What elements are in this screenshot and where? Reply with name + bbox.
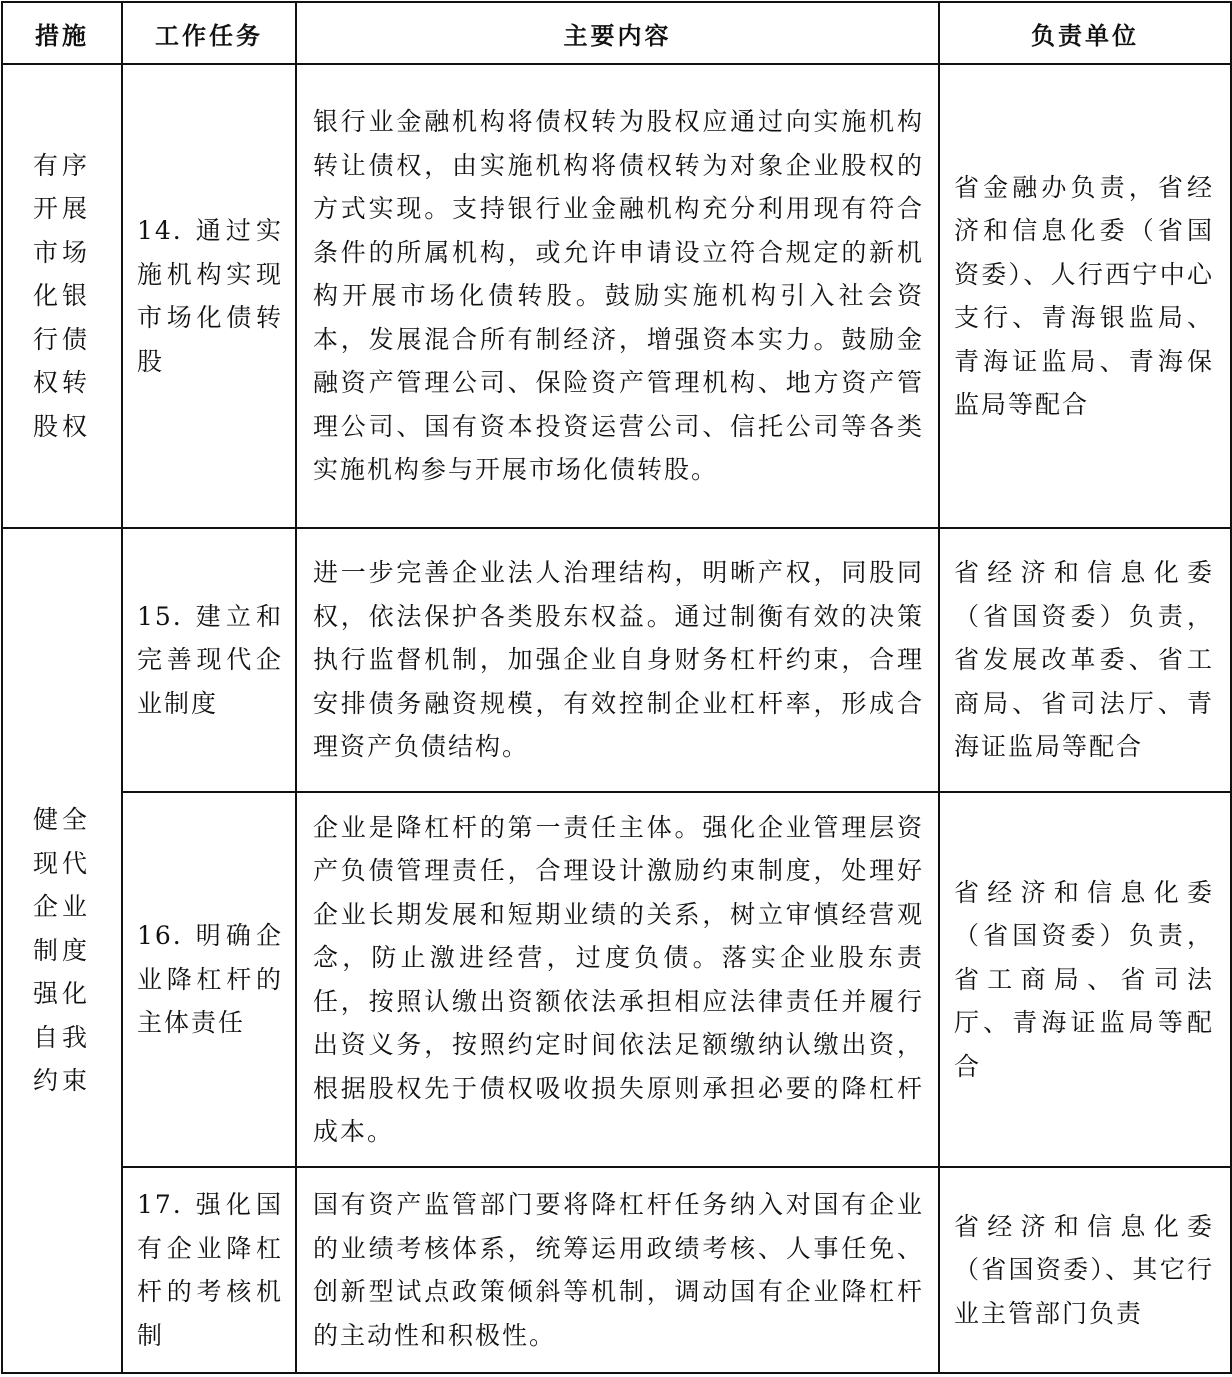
table-row (2, 64, 1231, 528)
task-cell: 17. 强化国有企业降杠杆的考核机制 (122, 1167, 296, 1373)
owner-cell: 省经济和信息化委（省国资委）、其它行业主管部门负责 (939, 1167, 1231, 1373)
owner-cell: 省经济和信息化委（省国资委）负责，省发展改革委、省工商局、省司法厅、青海证监局等配合 (939, 528, 1231, 792)
header-owner: 负责单位 (939, 2, 1231, 64)
content-cell: 进一步完善企业法人治理结构，明晰产权，同股同权，依法保护各类股东权益。通过制衡有效的决策执行监督机制，加强企业自身财务杠杆约束，合理安排债务融资规模，有效控制企业杠杆率，形成合理资产负债结构。 (296, 528, 939, 792)
owner-cell: 省金融办负责，省经济和信息化委（省国资委）、人行西宁中心支行、青海银监局、青海证监局、青海保监局等配合 (939, 64, 1231, 528)
task-cell: 14. 通过实施机构实现市场化债转股 (122, 64, 296, 528)
header-task: 工作任务 (122, 2, 296, 64)
measures-table (1, 1, 1232, 1374)
header-measure: 措施 (2, 2, 122, 64)
header-content: 主要内容 (296, 2, 939, 64)
header-row (2, 2, 1231, 64)
table-row (2, 792, 1231, 1167)
content-cell: 国有资产监管部门要将降杠杆任务纳入对国有企业的业绩考核体系，统筹运用政绩考核、人事任免、创新型试点政策倾斜等机制，调动国有企业降杠杆的主动性和积极性。 (296, 1167, 939, 1373)
table-row (2, 1167, 1231, 1373)
measure-cell: 有序开展市场化银行债权转股权 (2, 64, 122, 528)
measure-cell: 健全现代企业制度强化自我约束 (2, 528, 122, 1373)
task-cell: 15. 建立和完善现代企业制度 (122, 528, 296, 792)
content-cell: 企业是降杠杆的第一责任主体。强化企业管理层资产负债管理责任，合理设计激励约束制度，处理好企业长期发展和短期业绩的关系，树立审慎经营观念，防止激进经营，过度负债。落实企业股东责任，按照认缴出资额依法承担相应法律责任并履行出资义务，按照约定时间依法足额缴纳认缴出资，根据股权先于债权吸收损失原则承担必要的降杠杆成本。 (296, 792, 939, 1167)
table-row (2, 528, 1231, 792)
content-cell: 银行业金融机构将债权转为股权应通过向实施机构转让债权，由实施机构将债权转为对象企业股权的方式实现。支持银行业金融机构充分利用现有符合条件的所属机构，或允许申请设立符合规定的新机构开展市场化债转股。鼓励实施机构引入社会资本，发展混合所有制经济，增强资本实力。鼓励金融资产管理公司、保险资产管理机构、地方资产管理公司、国有资本投资运营公司、信托公司等各类实施机构参与开展市场化债转股。 (296, 64, 939, 528)
owner-cell: 省经济和信息化委（省国资委）负责，省工商局、省司法厅、青海证监局等配合 (939, 792, 1231, 1167)
task-cell: 16. 明确企业降杠杆的主体责任 (122, 792, 296, 1167)
